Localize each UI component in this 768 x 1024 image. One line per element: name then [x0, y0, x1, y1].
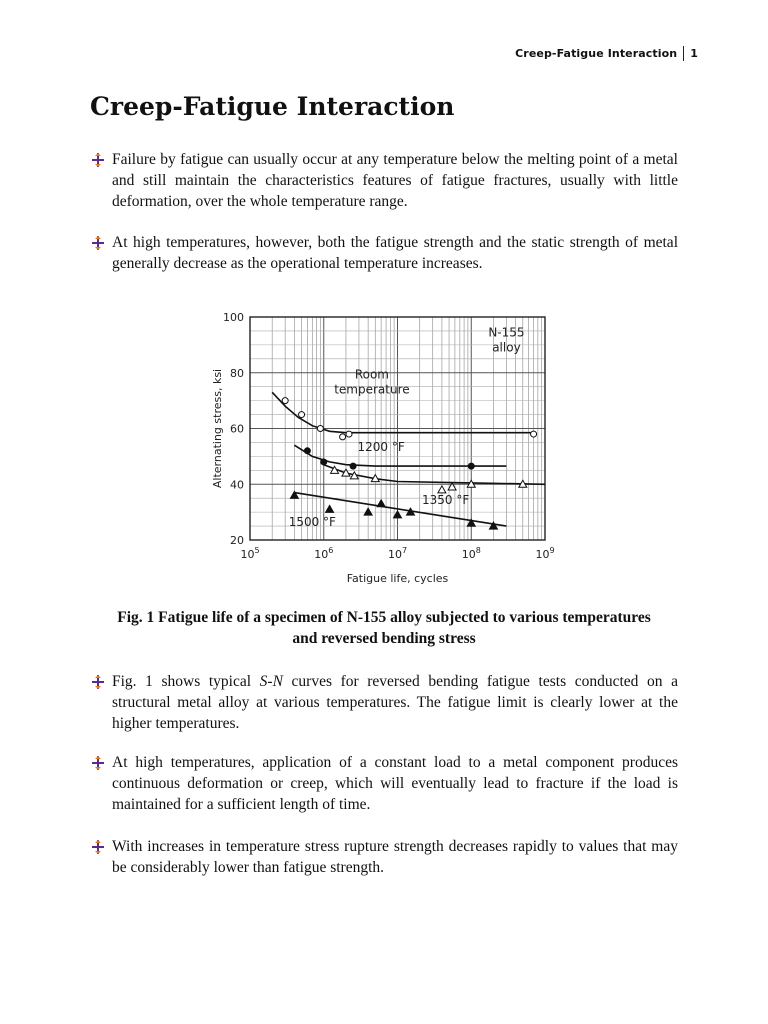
- chart-annotation: 1200 °F: [357, 439, 405, 454]
- bullet-text: At high temperatures, application of a constant load to a metal component produces continuous deformation or creep, which will eventually lead to fracture if the load is maintained for a sufficient length of time.: [112, 754, 678, 813]
- x-axis-label: Fatigue life, cycles: [346, 572, 449, 585]
- data-point: [304, 448, 310, 454]
- data-point: [531, 431, 537, 437]
- crosshair-arrow-bullet-icon: [90, 839, 106, 855]
- x-tick-label: $10^8$: [461, 546, 481, 561]
- bullet-text: [112, 671, 678, 734]
- page-number: 1: [690, 47, 698, 60]
- data-point: [321, 459, 327, 465]
- data-point: [326, 505, 334, 512]
- crosshair-arrow-bullet-icon: [90, 674, 106, 690]
- chart-annotation: 1500 °F: [288, 515, 336, 530]
- data-point: [282, 398, 288, 404]
- bullet-item: [90, 671, 678, 734]
- data-point: [340, 434, 346, 440]
- data-point: [317, 426, 323, 432]
- running-title: Creep-Fatigue Interaction: [515, 47, 678, 60]
- data-point: [299, 412, 305, 418]
- crosshair-arrow-bullet-icon: [90, 152, 106, 168]
- y-tick-label: 80: [230, 366, 244, 380]
- y-tick-label: 40: [230, 478, 244, 492]
- running-header: [515, 46, 698, 61]
- bullet-item: [90, 752, 678, 815]
- data-point: [364, 508, 372, 515]
- data-point: [377, 500, 385, 507]
- bullet-text-part: Fig. 1 shows typical: [112, 673, 260, 690]
- series-line: [324, 465, 545, 485]
- crosshair-arrow-bullet-icon: [90, 235, 106, 251]
- bullet-text: Failure by fatigue can usually occur at any temperature below the melting point of a metal and still maintain the characteristics features of fatigue fractures, usually with little deformation, over the whole temperature range.: [112, 151, 678, 210]
- sn-curve-chart: [205, 305, 565, 590]
- header-divider: [683, 46, 684, 61]
- page-title: Creep-Fatigue Interaction: [90, 92, 455, 121]
- x-tick-label: $10^9$: [535, 546, 555, 561]
- data-point: [346, 431, 352, 437]
- chart-annotation: N-155 alloy: [488, 325, 525, 355]
- chart-annotation: Room temperature: [334, 367, 410, 397]
- series-line: [272, 392, 533, 432]
- bullet-item: [90, 149, 678, 212]
- bullet-item: [90, 232, 678, 274]
- bullet-text-emphasis: S-N: [259, 673, 283, 690]
- bullet-item: [90, 836, 678, 878]
- bullet-text: At high temperatures, however, both the fatigue strength and the static strength of metal generally decrease as the operational temperature increases.: [112, 234, 678, 272]
- y-tick-label: 100: [223, 311, 244, 324]
- x-tick-label: $10^6$: [314, 546, 334, 561]
- figure-caption: Fig. 1 Fatigue life of a specimen of N-155 alloy subjected to various temperatures and reversed bending stress: [117, 609, 651, 647]
- x-tick-label: $10^7$: [387, 546, 408, 561]
- chart-annotation: 1350 °F: [422, 492, 470, 507]
- y-axis-label: Alternating stress, ksi: [211, 368, 224, 489]
- bullet-text: With increases in temperature stress rupture strength decreases rapidly to values that may be considerably lower than fatigue strength.: [112, 838, 678, 876]
- bullet-text-part: curves for reversed bending fatigue tests conducted on a structural metal alloy at various temperatures. The fatigue limit is clearly lower at the higher temperatures.: [112, 673, 678, 732]
- y-tick-label: 60: [230, 422, 244, 436]
- crosshair-arrow-bullet-icon: [90, 755, 106, 771]
- x-tick-label: $10^5$: [240, 546, 260, 561]
- data-point: [350, 463, 356, 469]
- data-point: [468, 463, 474, 469]
- y-tick-label: 20: [230, 534, 244, 547]
